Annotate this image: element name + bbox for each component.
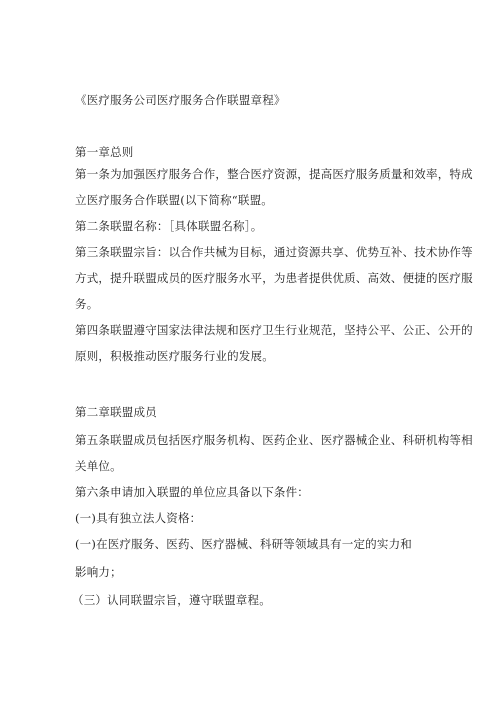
text-line: 关单位。 bbox=[75, 459, 122, 473]
text-line: 第一条为加强医疗服务合作，整合医疗资源，提高医疗服务质量和效率，特成 bbox=[75, 167, 473, 181]
document-title: 《医疗服务公司医疗服务合作联盟章程》 bbox=[75, 93, 286, 107]
text-line: 影响力； bbox=[75, 565, 122, 579]
text-line: 第二条联盟名称：［具体联盟名称］。 bbox=[75, 219, 263, 233]
text-line: 第五条联盟成员包括医疗服务机构、医药企业、医疗器械企业、科研机构等相 bbox=[75, 433, 473, 447]
text-line: 立医疗服务合作联盟(以下简称“联盟。 bbox=[75, 193, 273, 207]
text-line: 第六条申请加入联盟的单位应具备以下条件： bbox=[75, 485, 309, 499]
text-line: 务。 bbox=[75, 297, 99, 311]
list-item: (一)具有独立法人资格： bbox=[75, 511, 202, 525]
text-line: 第三条联盟宗旨：以合作共械为目标，通过资源共享、优势互补、技术协作等 bbox=[75, 245, 473, 259]
text-line: 第四条联盟遵守国家法律法规和医疗卫生行业规范，坚持公平、公正、公开的 bbox=[75, 323, 473, 337]
list-item: (一)在医疗服务、医药、医疗器械、科研等领域具有一定的实力和 bbox=[75, 537, 412, 551]
list-item: （三）认同联盟宗旨，遵守联盟章程。 bbox=[72, 593, 271, 607]
text-line: 原则，积极推动医疗服务行业的发展。 bbox=[75, 349, 274, 363]
chapter-heading: 第一章总则 bbox=[75, 145, 134, 159]
text-line: 方式，提升联盟成员的医疗服务水平，为患者提供优质、高效、便捷的医疗服 bbox=[75, 271, 473, 285]
chapter-heading: 第二章联盟成员 bbox=[75, 405, 157, 419]
